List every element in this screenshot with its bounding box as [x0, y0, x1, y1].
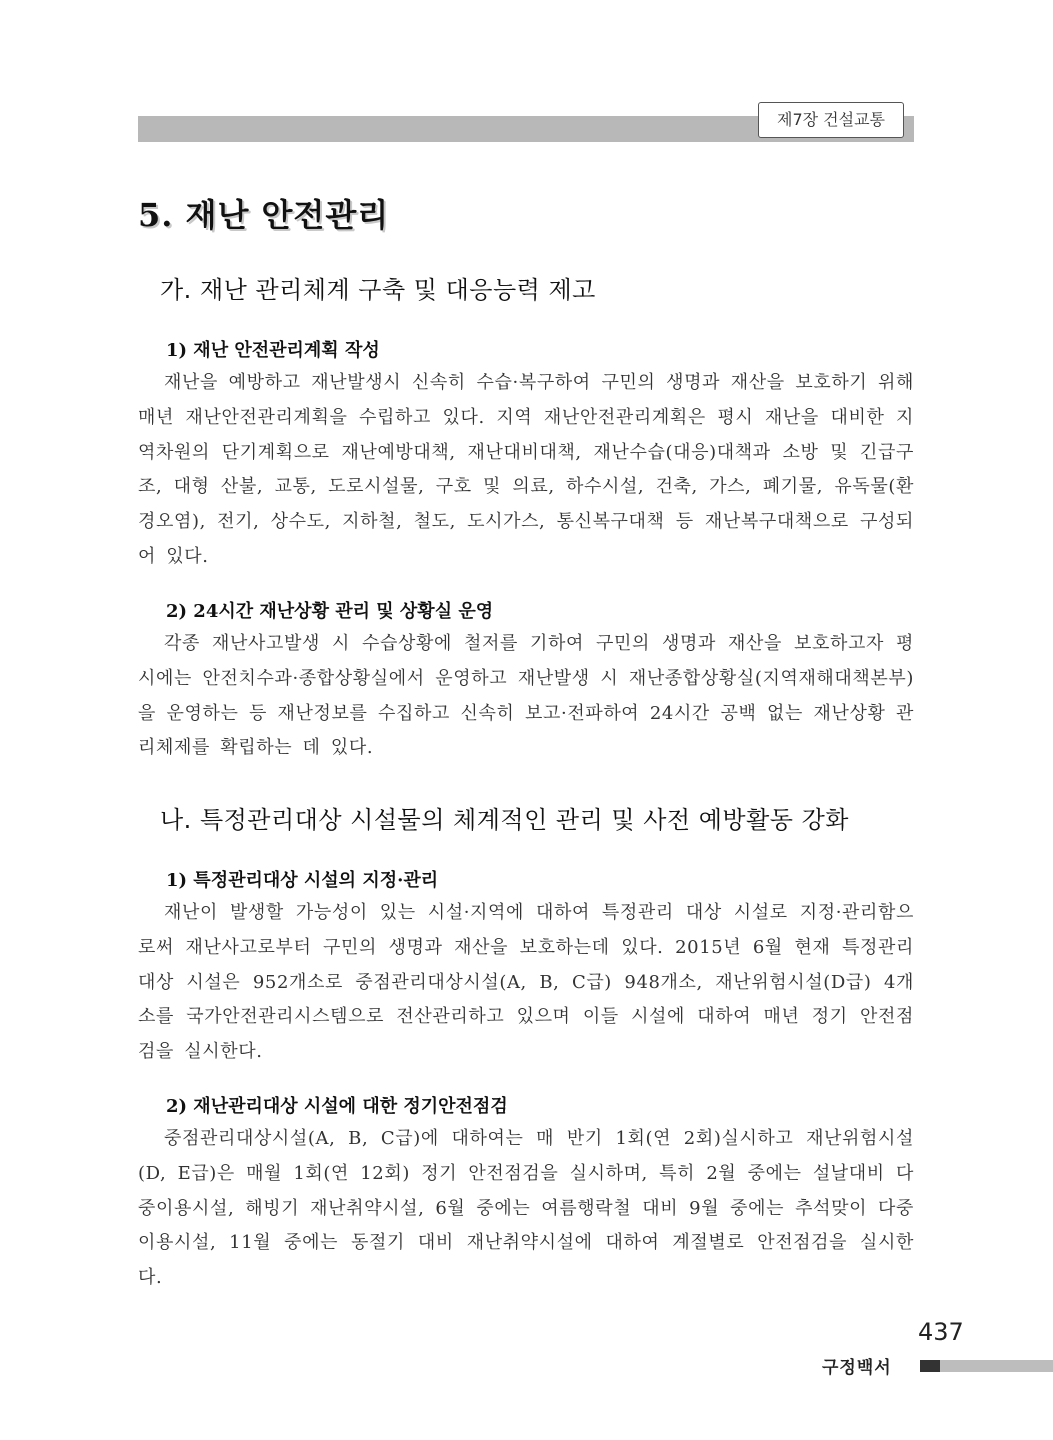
item-heading-disaster-plan: 1) 재난 안전관리계획 작성	[166, 340, 380, 361]
paragraph-disaster-plan: 재난을 예방하고 재난발생시 신속히 수습·복구하여 구민의 생명과 재산을 보호하기 위해 매년 재난안전관리계획을 수립하고 있다. 지역 재난안전관리계획은 평시 재난을 대비한 지역차원의 단기계획으로 재난예방대책, 재난대비대책, 재난수습(대응)대책과 소방 및 긴급구조, 대형 산불, 교통, 도로시설물, 구호 및 의료, 하수시설, 건축, 가스, 폐기물, 유독물(환경오염), 전기, 상수도, 지하철, 철도, 도시가스, 통신복구대책 등 재난복구대책으로 구성되어 있다.	[138, 372, 914, 567]
part-heading-ga: 가. 재난 관리체계 구축 및 대응능력 제고	[160, 276, 596, 304]
paragraph-regular-inspection: 중점관리대상시설(A, B, C급)에 대하여는 매 반기 1회(연 2회)실시하고 재난위험시설(D, E급)은 매월 1회(연 12회) 정기 안전점검을 실시하며, 특히 2월 중에는 설날대비 다중이용시설, 해빙기 재난취약시설, 6월 중에는 여름행락철 대비 9월 중에는 추석맞이 다중이용시설, 11월 중에는 동절기 대비 재난취약시설에 대하여 계절별로 안전점검을 실시한다.	[138, 1128, 914, 1289]
part-heading-na: 나. 특정관리대상 시설물의 체계적인 관리 및 사전 예방활동 강화	[160, 806, 849, 834]
page-number: 437	[918, 1318, 964, 1346]
paragraph-facility-designation: 재난이 발생할 가능성이 있는 시설·지역에 대하여 특정관리 대상 시설로 지정·관리함으로써 재난사고로부터 구민의 생명과 재산을 보호하는데 있다. 2015년 6월 현재 특정관리대상 시설은 952개소로 중점관리대상시설(A, B, C급) 948개소, 재난위험시설(D급) 4개소를 국가안전관리시스템으로 전산관리하고 있으며 이들 시설에 대하여 매년 정기 안전점검을 실시한다.	[138, 902, 914, 1063]
item-heading-situation-room: 2) 24시간 재난상황 관리 및 상황실 운영	[166, 601, 494, 622]
footer-mark	[920, 1360, 940, 1372]
footer-bar	[940, 1360, 1053, 1372]
chapter-label: 제7장 건설교통	[758, 102, 904, 138]
item-heading-regular-inspection: 2) 재난관리대상 시설에 대한 정기안전점검	[166, 1096, 508, 1117]
section-title: 5. 재난 안전관리	[138, 196, 390, 234]
item-heading-facility-designation: 1) 특정관리대상 시설의 지정·관리	[166, 870, 439, 891]
book-title: 구정백서	[822, 1358, 892, 1378]
paragraph-situation-room: 각종 재난사고발생 시 수습상황에 철저를 기하여 구민의 생명과 재산을 보호하고자 평시에는 안전치수과·종합상황실에서 운영하고 재난발생 시 재난종합상황실(지역재해대책본부)을 운영하는 등 재난정보를 수집하고 신속히 보고·전파하여 24시간 공백 없는 재난상황 관리체제를 확립하는 데 있다.	[138, 633, 914, 759]
